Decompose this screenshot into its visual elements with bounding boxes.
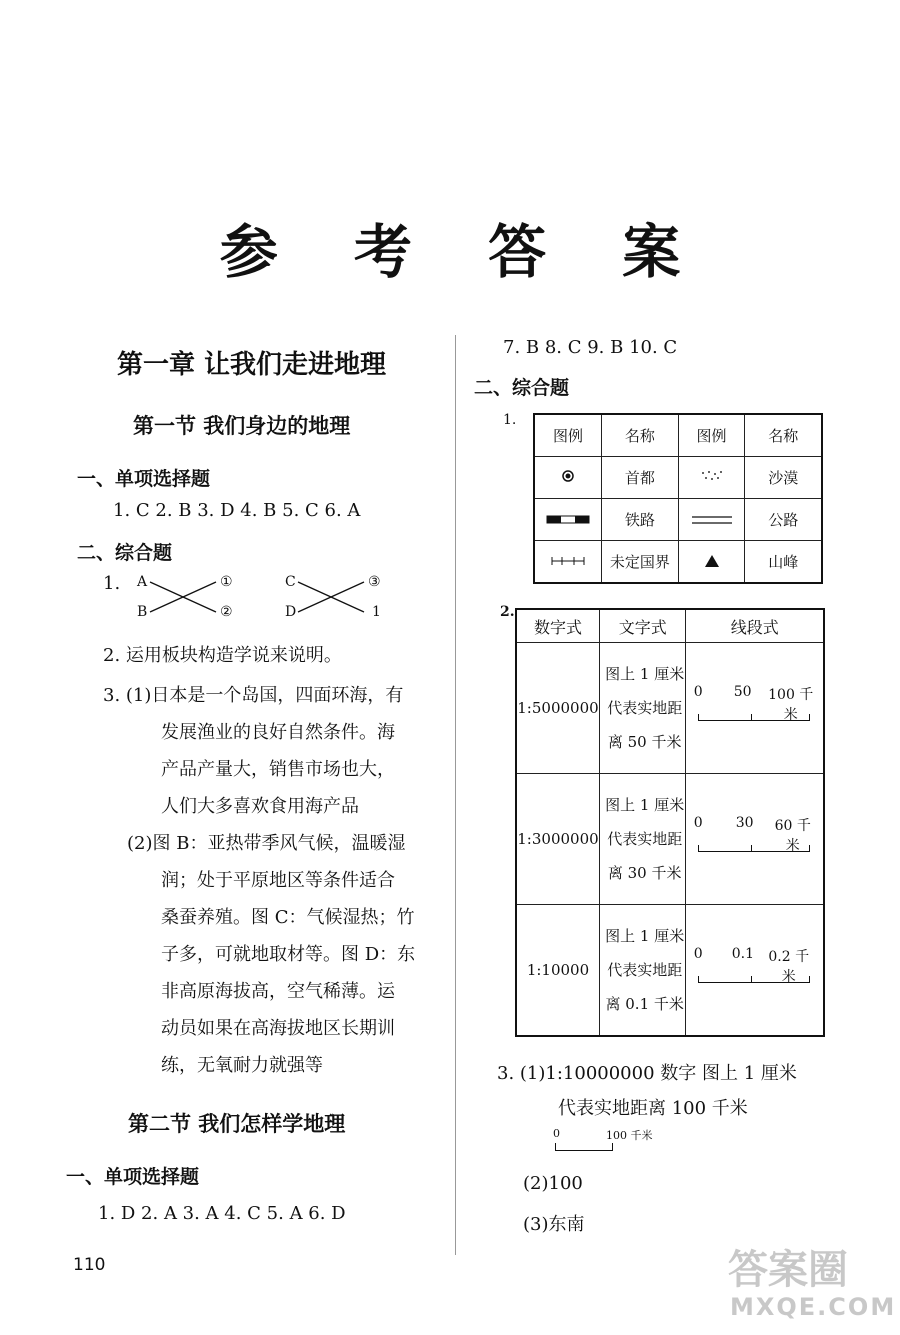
railway-icon xyxy=(546,515,590,525)
scale-bar-label: 100 千米 xyxy=(768,687,814,723)
highway-icon xyxy=(692,515,732,525)
chapter-title: 第一章 让我们走进地理 xyxy=(117,350,387,380)
scale-bar-label: 0.1 xyxy=(731,946,754,962)
table1-number: 1. xyxy=(503,412,517,428)
scale-header: 线段式 xyxy=(686,609,824,643)
match-number: 1. xyxy=(103,573,121,594)
undefined-border-symbol xyxy=(534,541,602,584)
highway-symbol xyxy=(678,499,745,541)
legend-name: 沙漠 xyxy=(745,457,822,499)
item-3-line-6: 润；处于平原地区等条件适合 xyxy=(161,870,395,891)
scale-text xyxy=(599,774,685,905)
railway-symbol xyxy=(534,499,602,541)
scale-bar-label: 0 xyxy=(693,946,703,962)
legend-name: 未定国界 xyxy=(602,541,678,584)
match-right-1: ① xyxy=(220,574,233,590)
scale-bar-label: 0 xyxy=(693,684,703,700)
scale-text-line: 图上 1 厘米 xyxy=(605,796,685,814)
scale-bar-tick xyxy=(751,845,752,851)
s2-choice-answers: 1. D 2. A 3. A 4. C 5. A 6. D xyxy=(98,1203,346,1224)
q3-answer-3: (3)东南 xyxy=(523,1214,585,1235)
scale-header: 数字式 xyxy=(516,609,599,643)
section2-title: 第二节 我们怎样学地理 xyxy=(128,1111,346,1136)
scale-bar-label: 60 千米 xyxy=(774,818,811,854)
r-comprehensive-heading: 二、综合题 xyxy=(474,377,570,399)
peak-symbol xyxy=(678,541,745,584)
legend-header: 名称 xyxy=(745,414,822,457)
scale-header: 文字式 xyxy=(599,609,685,643)
table2-number: 2. xyxy=(500,604,515,620)
scale-bar-label: 30 xyxy=(735,815,754,831)
mountain-peak-icon xyxy=(705,555,719,567)
item-3-line-3: 产品产量大，销售市场也大， xyxy=(161,759,395,780)
legend-name: 山峰 xyxy=(745,541,822,584)
watermark-url: MXQE.COM xyxy=(730,1293,897,1321)
scale-text-line: 代表实地距 xyxy=(607,961,683,979)
legend-header: 图例 xyxy=(678,414,745,457)
match-left-b: B xyxy=(137,604,148,620)
scale-text-line: 离 0.1 千米 xyxy=(605,995,684,1013)
item-3-line-7: 桑蚕养殖。图 C：气候湿热；竹 xyxy=(161,907,415,928)
q3-bar-end: 100 千米 xyxy=(606,1129,653,1142)
match-right-1b: 1 xyxy=(372,604,381,620)
scale-bar-line xyxy=(698,714,810,721)
scale-bar-cell xyxy=(686,905,824,1037)
match-right-2: ② xyxy=(220,604,233,620)
scale-text-line: 图上 1 厘米 xyxy=(605,665,685,683)
q3-line-1: 3. (1)1:10000000 数字 图上 1 厘米 xyxy=(497,1063,797,1084)
scale-bar-tick xyxy=(751,976,752,982)
capital-icon xyxy=(561,469,575,483)
scale-bar-cell xyxy=(686,774,824,905)
legend-name: 首都 xyxy=(602,457,678,499)
scale-text-line: 离 50 千米 xyxy=(607,733,682,751)
item-3-line-10: 动员如果在高海拔地区长期训 xyxy=(161,1018,395,1039)
s1-choice-answers: 1. C 2. B 3. D 4. B 5. C 6. A xyxy=(113,500,361,521)
legend-name: 公路 xyxy=(745,499,822,541)
page-title: 参 考 答 案 xyxy=(219,218,709,286)
scale-ratio: 1:3000000 xyxy=(516,774,599,905)
item-3-line-2: 发展渔业的良好自然条件。海 xyxy=(161,722,395,743)
watermark-logo: 答案圈 xyxy=(728,1247,848,1293)
q3-answer-2: (2)100 xyxy=(523,1173,583,1194)
match-lines xyxy=(0,0,450,640)
scale-bar-label: 50 xyxy=(733,684,752,700)
scale-bar-label: 0.2 千米 xyxy=(768,949,810,985)
q3-line-2: 代表实地距离 100 千米 xyxy=(558,1098,748,1119)
scale-table xyxy=(515,608,825,1037)
match-left-a: A xyxy=(137,574,148,590)
scale-bar xyxy=(693,946,814,994)
match-left-d: D xyxy=(285,604,297,620)
s2-choice-heading: 一、单项选择题 xyxy=(66,1166,200,1188)
section1-title: 第一节 我们身边的地理 xyxy=(133,413,351,438)
q3-bar-start: 0 xyxy=(553,1127,560,1140)
desert-icon xyxy=(699,469,725,483)
scale-text xyxy=(599,643,685,774)
page-number: 110 xyxy=(73,1255,106,1275)
item-2: 2. 运用板块构造学说来说明。 xyxy=(103,645,342,666)
scale-bar-line xyxy=(698,845,810,852)
item-3-line-11: 练，无氧耐力就强等 xyxy=(161,1055,323,1076)
scale-ratio: 1:10000 xyxy=(516,905,599,1037)
item-3-line-8: 子多，可就地取材等。图 D：东 xyxy=(161,944,416,965)
scale-bar-line xyxy=(698,976,810,983)
column-divider xyxy=(455,335,456,1255)
item-3-line-1: 3. (1)日本是一个岛国，四面环海，有 xyxy=(103,685,404,706)
scale-bar-tick xyxy=(751,714,752,720)
scale-text-line: 离 30 千米 xyxy=(607,864,682,882)
scale-text-line: 代表实地距 xyxy=(607,830,683,848)
scale-bar-label: 0 xyxy=(693,815,703,831)
match-right-3: ③ xyxy=(368,574,381,590)
item-3-line-9: 非高原海拔高，空气稀薄。运 xyxy=(161,981,395,1002)
scale-text-line: 代表实地距 xyxy=(607,699,683,717)
scale-text-line: 图上 1 厘米 xyxy=(605,927,685,945)
item-3-line-4: 人们大多喜欢食用海产品 xyxy=(161,796,359,817)
scale-ratio: 1:5000000 xyxy=(516,643,599,774)
s1-choice-heading: 一、单项选择题 xyxy=(77,468,211,490)
item-3-line-5: (2)图 B：亚热带季风气候，温暖湿 xyxy=(127,833,406,854)
legend-header: 图例 xyxy=(534,414,602,457)
q3-bar-line xyxy=(555,1143,613,1151)
legend-header: 名称 xyxy=(602,414,678,457)
choice-answers-continued: 7. B 8. C 9. B 10. C xyxy=(503,337,678,358)
legend-table xyxy=(533,413,823,584)
scale-bar-cell xyxy=(686,643,824,774)
undefined-border-icon xyxy=(550,555,586,567)
desert-symbol xyxy=(678,457,745,499)
scale-text xyxy=(599,905,685,1037)
legend-name: 铁路 xyxy=(602,499,678,541)
scale-bar xyxy=(693,815,814,863)
capital-symbol xyxy=(534,457,602,499)
scale-bar xyxy=(693,684,814,732)
s1-comprehensive-heading: 二、综合题 xyxy=(77,542,173,564)
match-left-c: C xyxy=(285,574,296,590)
